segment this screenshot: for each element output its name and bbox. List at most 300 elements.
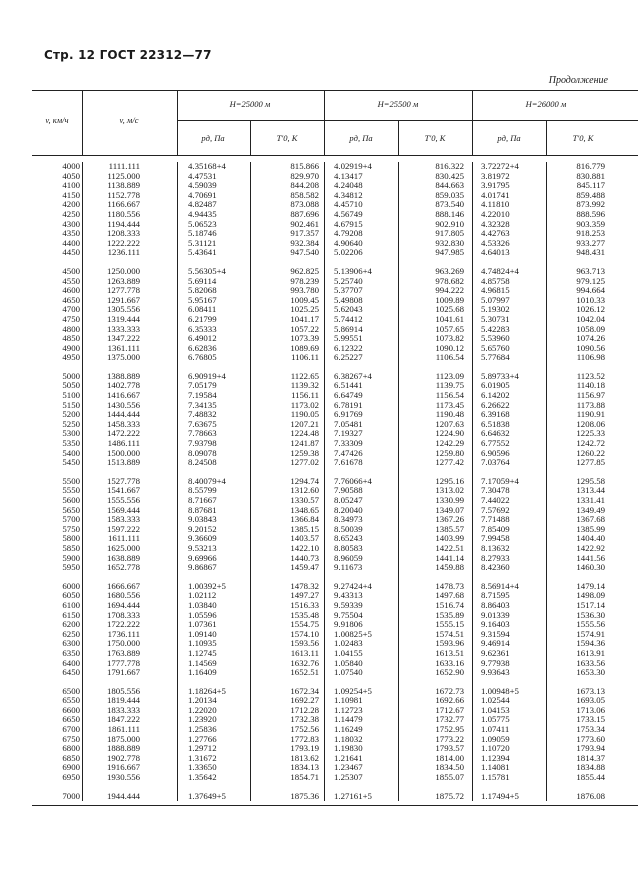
- speed-kmh-cell: 6400: [62, 657, 80, 668]
- pressure-3-cell: 1.04153: [481, 704, 510, 715]
- speed-kmh-cell: 4400: [62, 237, 80, 248]
- temperature-2-cell: 1385.57: [435, 523, 464, 534]
- speed-kmh-cell: 5950: [62, 562, 80, 573]
- speed-ms-cell: 1430.556: [107, 399, 140, 410]
- pressure-2-cell: 6.12322: [334, 342, 363, 353]
- continuation-label: Продолжение: [548, 75, 608, 86]
- speed-ms-cell: 1527.778: [107, 475, 140, 486]
- speed-ms-cell: 1388.889: [107, 370, 140, 381]
- speed-kmh-cell: 6950: [62, 772, 80, 783]
- speed-kmh-cell: 5600: [62, 495, 80, 505]
- pressure-1-cell: 5.82068: [188, 285, 217, 296]
- speed-ms-cell: 1736.111: [107, 628, 140, 639]
- temperature-3-cell: 1536.30: [576, 609, 605, 620]
- pressure-1-cell: 1.31672: [188, 752, 217, 763]
- pressure-2-cell: 5.62043: [334, 304, 363, 315]
- speed-ms-cell: 1597.222: [107, 523, 140, 534]
- table-row: [32, 668, 638, 678]
- temperature-3-cell: 1876.08: [576, 790, 605, 801]
- pressure-1-cell: 1.27766: [188, 733, 217, 744]
- temperature-3-cell: 1123.52: [576, 370, 605, 381]
- pressure-3-cell: 1.00948+5: [481, 685, 519, 696]
- speed-ms-cell: 1513.889: [107, 457, 140, 468]
- pressure-3-cell: 9.93643: [481, 667, 510, 678]
- temperature-2-cell: 1535.89: [435, 609, 464, 620]
- pressure-3-cell: 4.96815: [481, 285, 510, 296]
- pressure-3-cell: 4.11810: [481, 199, 510, 210]
- speed-kmh-cell: 4100: [62, 180, 80, 191]
- speed-ms-cell: 1333.333: [107, 323, 140, 334]
- pressure-1-cell: 1.23920: [188, 714, 217, 725]
- row-group: [32, 477, 638, 573]
- pressure-2-cell: 1.09254+5: [334, 685, 372, 696]
- temperature-1-cell: 1440.73: [290, 552, 319, 563]
- pressure-3-cell: 9.16403: [481, 619, 510, 630]
- pressure-3-cell: 6.26622: [481, 399, 510, 410]
- pressure-2-cell: 1.04155: [334, 647, 363, 658]
- speed-ms-cell: 1166.667: [107, 199, 140, 210]
- temperature-2-cell: 1793.57: [435, 743, 464, 754]
- temperature-2-cell: 1752.95: [435, 724, 464, 735]
- temperature-2-cell: 1073.82: [435, 333, 464, 344]
- pressure-3-cell: 5.30731: [481, 313, 510, 324]
- speed-ms-cell: 1708.333: [107, 609, 140, 620]
- speed-kmh-cell: 5700: [62, 514, 80, 525]
- pressure-1-cell: 9.03843: [188, 514, 217, 525]
- speed-kmh-cell: 4700: [62, 304, 80, 315]
- temperature-1-cell: 858.582: [290, 189, 319, 200]
- pressure-2-cell: 6.25227: [334, 352, 363, 363]
- pressure-2-cell: 8.50039: [334, 523, 363, 534]
- pressure-1-cell: 1.16409: [188, 667, 217, 678]
- temperature-3-cell: 1026.12: [576, 304, 605, 315]
- pressure-3-cell: 3.81972: [481, 170, 510, 181]
- pressure-2-cell: 6.38267+4: [334, 370, 372, 381]
- temperature-2-cell: 1057.65: [435, 323, 464, 334]
- temperature-3-cell: 1633.56: [576, 657, 605, 668]
- pressure-2-cell: 4.24048: [334, 180, 363, 191]
- pressure-1-cell: 5.31121: [188, 237, 217, 248]
- speed-kmh-cell: 4850: [62, 333, 80, 344]
- pressure-2-cell: 1.14479: [334, 714, 363, 725]
- pressure-2-cell: 7.47426: [334, 447, 363, 458]
- speed-ms-cell: 1722.222: [107, 619, 140, 630]
- pressure-3-cell: 1.02544: [481, 695, 510, 706]
- temperature-3-cell: 1156.97: [576, 390, 605, 401]
- speed-ms-cell: 1250.000: [107, 265, 140, 276]
- temperature-1-cell: 815.866: [290, 161, 319, 171]
- speed-kmh-cell: 5450: [62, 457, 80, 468]
- temperature-2-cell: 1041.61: [435, 313, 464, 324]
- temperature-2-cell: 1555.15: [435, 619, 464, 630]
- temperature-2-cell: 978.682: [435, 275, 464, 286]
- speed-ms-cell: 1638.889: [107, 552, 140, 563]
- temperature-2-cell: 1313.02: [435, 485, 464, 496]
- pressure-1-cell: 9.53213: [188, 542, 217, 553]
- speed-kmh-cell: 6100: [62, 599, 80, 610]
- temperature-3-cell: 1208.06: [576, 418, 605, 429]
- temperature-2-cell: 1814.00: [435, 752, 464, 763]
- speed-kmh-cell: 6350: [62, 647, 80, 658]
- table-row: [32, 563, 638, 573]
- temperature-1-cell: 1057.22: [290, 323, 319, 334]
- temperature-1-cell: 1348.65: [290, 504, 319, 515]
- temperature-1-cell: 1632.76: [290, 657, 319, 668]
- pressure-3-cell: 4.64013: [481, 247, 510, 258]
- speed-ms-cell: 1194.444: [107, 218, 140, 229]
- temperature-3-cell: 1753.34: [576, 724, 605, 735]
- speed-ms-cell: 1652.778: [107, 562, 140, 573]
- speed-kmh-cell: 5150: [62, 399, 80, 410]
- temperature-3-cell: 816.779: [576, 161, 605, 171]
- temperature-2-cell: 1633.16: [435, 657, 464, 668]
- temperature-2-cell: 1330.99: [435, 495, 464, 505]
- temperature-1-cell: 1613.11: [290, 647, 319, 658]
- temperature-3-cell: 979.125: [576, 275, 605, 286]
- speed-ms-cell: 1916.667: [107, 762, 140, 773]
- temperature-1-cell: 1330.57: [290, 495, 319, 505]
- speed-ms-cell: 1555.556: [107, 495, 140, 505]
- row-group: [32, 267, 638, 363]
- pressure-1-cell: 8.87681: [188, 504, 217, 515]
- speed-ms-cell: 1277.778: [107, 285, 140, 296]
- speed-kmh-cell: 5900: [62, 552, 80, 563]
- speed-ms-cell: 1625.000: [107, 542, 140, 553]
- temperature-2-cell: 844.663: [435, 180, 464, 191]
- pressure-1-cell: 1.33650: [188, 762, 217, 773]
- pressure-3-cell: 4.32328: [481, 218, 510, 229]
- pressure-2-cell: 5.37707: [334, 285, 363, 296]
- temperature-2-cell: 888.146: [435, 208, 464, 219]
- pressure-2-cell: 8.80583: [334, 542, 363, 553]
- pressure-3-cell: 7.03764: [481, 457, 510, 468]
- pressure-3-header: pд, Па: [497, 133, 521, 143]
- row-group: [32, 687, 638, 783]
- temperature-3-cell: 1173.88: [576, 399, 605, 410]
- pressure-3-cell: 8.27933: [481, 552, 510, 563]
- pressure-2-cell: 5.49808: [334, 294, 363, 305]
- speed-ms-cell: 1861.111: [107, 724, 140, 735]
- temperature-2-cell: 1497.68: [435, 590, 464, 601]
- temperature-2-cell: 1652.90: [435, 667, 464, 678]
- temperature-3-cell: 1190.91: [576, 409, 605, 420]
- table-bottom-rule: [32, 805, 638, 806]
- temperature-1-cell: 962.825: [290, 265, 319, 276]
- temperature-2-cell: 963.269: [435, 265, 464, 276]
- speed-kmh-cell: 5550: [62, 485, 80, 496]
- pressure-2-cell: 4.67915: [334, 218, 363, 229]
- temperature-3-cell: 1010.33: [576, 294, 605, 305]
- speed-kmh-cell: 5650: [62, 504, 80, 515]
- temperature-3-cell: 1042.04: [576, 313, 605, 324]
- v-kmh-header: v, км/ч: [45, 115, 69, 125]
- pressure-2-cell: 4.13417: [334, 170, 363, 181]
- temperature-2-cell: 1123.09: [435, 370, 464, 381]
- pressure-1-cell: 8.24508: [188, 457, 217, 468]
- temperature-2-cell: 1367.26: [435, 514, 464, 525]
- speed-kmh-cell: 4050: [62, 170, 80, 181]
- speed-ms-cell: 1541.667: [107, 485, 140, 496]
- speed-ms-cell: 1777.778: [107, 657, 140, 668]
- speed-kmh-cell: 7000: [62, 790, 80, 801]
- pressure-1-cell: 6.21799: [188, 313, 217, 324]
- temperature-1-cell: 1422.10: [290, 542, 319, 553]
- pressure-1-cell: 8.09078: [188, 447, 217, 458]
- pressure-3-cell: 1.10720: [481, 743, 510, 754]
- temperature-3-cell: 1834.88: [576, 762, 605, 773]
- speed-kmh-cell: 4950: [62, 352, 80, 363]
- speed-kmh-cell: 6300: [62, 638, 80, 649]
- temperature-3-cell: 1349.49: [576, 504, 605, 515]
- table-row: [32, 458, 638, 468]
- speed-ms-cell: 1208.333: [107, 228, 140, 239]
- pressure-3-cell: 4.42763: [481, 228, 510, 239]
- temperature-1-cell: 917.357: [290, 228, 319, 239]
- temperature-1-cell: 1207.21: [290, 418, 319, 429]
- pressure-3-cell: 6.90596: [481, 447, 510, 458]
- pressure-1-cell: 1.14569: [188, 657, 217, 668]
- temperature-2-header: T'0, К: [424, 133, 446, 143]
- temperature-1-cell: 1535.48: [290, 609, 319, 620]
- speed-kmh-cell: 6700: [62, 724, 80, 735]
- pressure-3-cell: 6.64632: [481, 428, 510, 439]
- temperature-2-cell: 1516.74: [435, 599, 464, 610]
- pressure-3-cell: 8.86403: [481, 599, 510, 610]
- pressure-2-cell: 4.45710: [334, 199, 363, 210]
- temperature-1-cell: 1793.19: [290, 743, 319, 754]
- temperature-1-cell: 1173.02: [290, 399, 319, 410]
- speed-ms-cell: 1763.889: [107, 647, 140, 658]
- pressure-2-cell: 6.78191: [334, 399, 363, 410]
- temperature-1-cell: 1073.39: [290, 333, 319, 344]
- pressure-3-cell: 6.51838: [481, 418, 510, 429]
- temperature-3-cell: 1574.91: [576, 628, 605, 639]
- pressure-3-cell: 8.56914+4: [481, 580, 519, 591]
- pressure-1-cell: 8.71667: [188, 495, 217, 505]
- pressure-1-cell: 8.40079+4: [188, 475, 226, 486]
- pressure-2-cell: 1.25307: [334, 772, 363, 783]
- speed-ms-cell: 1222.222: [107, 237, 140, 248]
- pressure-3-cell: 1.12394: [481, 752, 510, 763]
- temperature-1-cell: 1106.11: [291, 352, 319, 363]
- temperature-3-cell: 1814.37: [576, 752, 605, 763]
- temperature-3-cell: 1555.56: [576, 619, 605, 630]
- speed-kmh-cell: 6750: [62, 733, 80, 744]
- pressure-2-cell: 1.18032: [334, 733, 363, 744]
- temperature-1-cell: 873.088: [290, 199, 319, 210]
- pressure-3-cell: 7.17059+4: [481, 475, 519, 486]
- pressure-1-cell: 7.48832: [188, 409, 217, 420]
- pressure-2-cell: 7.90588: [334, 485, 363, 496]
- temperature-1-cell: 1554.75: [290, 619, 319, 630]
- speed-ms-cell: 1444.444: [107, 409, 140, 420]
- temperature-1-cell: 1009.45: [290, 294, 319, 305]
- speed-ms-cell: 1750.000: [107, 638, 140, 649]
- temperature-1-cell: 1156.11: [291, 390, 319, 401]
- pressure-2-cell: 1.02483: [334, 638, 363, 649]
- temperature-1-cell: 1259.38: [290, 447, 319, 458]
- speed-ms-cell: 1791.667: [107, 667, 140, 678]
- pressure-2-cell: 7.76066+4: [334, 475, 372, 486]
- temperature-3-cell: 1673.13: [576, 685, 605, 696]
- pressure-3-cell: 1.05775: [481, 714, 510, 725]
- speed-ms-cell: 1236.111: [107, 247, 140, 258]
- row-group: [32, 162, 638, 258]
- temperature-2-cell: 932.830: [435, 237, 464, 248]
- speed-kmh-cell: 5400: [62, 447, 80, 458]
- pressure-1-cell: 6.35333: [188, 323, 217, 334]
- speed-ms-cell: 1125.000: [107, 170, 140, 181]
- temperature-2-cell: 1259.80: [435, 447, 464, 458]
- temperature-3-cell: 873.992: [576, 199, 605, 210]
- temperature-2-cell: 1295.16: [435, 475, 464, 486]
- pressure-2-cell: 4.56749: [334, 208, 363, 219]
- temperature-1-cell: 1772.83: [290, 733, 319, 744]
- temperature-2-cell: 1692.66: [435, 695, 464, 706]
- pressure-1-cell: 1.09140: [188, 628, 217, 639]
- table-row: [32, 353, 638, 363]
- speed-kmh-cell: 6900: [62, 762, 80, 773]
- pressure-2-cell: 9.43313: [334, 590, 363, 601]
- pressure-1-cell: 1.00392+5: [188, 580, 226, 591]
- speed-ms-cell: 1500.000: [107, 447, 140, 458]
- pressure-3-cell: 3.72272+4: [481, 161, 519, 171]
- temperature-1-cell: 1692.27: [290, 695, 319, 706]
- pressure-1-cell: 6.08411: [188, 304, 217, 315]
- speed-kmh-cell: 4800: [62, 323, 80, 334]
- temperature-2-cell: 816.322: [435, 161, 464, 171]
- temperature-1-cell: 1041.17: [290, 313, 319, 324]
- pressure-3-cell: 9.01339: [481, 609, 510, 620]
- pressure-1-cell: 9.86867: [188, 562, 217, 573]
- pressure-2-cell: 6.91769: [334, 409, 363, 420]
- pressure-3-cell: 9.62361: [481, 647, 510, 658]
- pressure-1-cell: 6.76805: [188, 352, 217, 363]
- pressure-3-cell: 5.53960: [481, 333, 510, 344]
- speed-kmh-cell: 4250: [62, 208, 80, 219]
- pressure-3-cell: 5.77684: [481, 352, 510, 363]
- temperature-3-cell: 918.253: [576, 228, 605, 239]
- table-row: [32, 248, 638, 258]
- temperature-1-cell: 1752.56: [290, 724, 319, 735]
- pressure-1-cell: 5.06523: [188, 218, 217, 229]
- speed-kmh-cell: 5850: [62, 542, 80, 553]
- pressure-1-cell: 1.22020: [188, 704, 217, 715]
- pressure-2-cell: 8.65243: [334, 533, 363, 544]
- temperature-2-cell: 1207.63: [435, 418, 464, 429]
- temperature-2-cell: 1277.42: [435, 457, 464, 468]
- temperature-3-cell: 830.881: [576, 170, 605, 181]
- temperature-1-cell: 1025.25: [290, 304, 319, 315]
- temperature-2-cell: 1190.48: [435, 409, 464, 420]
- pressure-1-cell: 1.20134: [188, 695, 217, 706]
- pressure-2-cell: 1.27161+5: [334, 790, 372, 801]
- speed-kmh-cell: 4900: [62, 342, 80, 353]
- pressure-1-cell: 1.18264+5: [188, 685, 226, 696]
- temperature-2-cell: 1403.99: [435, 533, 464, 544]
- pressure-2-cell: 1.05840: [334, 657, 363, 668]
- speed-kmh-cell: 4600: [62, 285, 80, 296]
- speed-kmh-cell: 4350: [62, 228, 80, 239]
- temperature-1-cell: 1712.28: [290, 704, 319, 715]
- pressure-2-cell: 7.05481: [334, 418, 363, 429]
- pressure-1-cell: 7.34135: [188, 399, 217, 410]
- pressure-3-cell: 8.13632: [481, 542, 510, 553]
- speed-ms-cell: 1347.222: [107, 333, 140, 344]
- speed-kmh-cell: 6650: [62, 714, 80, 725]
- pressure-3-cell: 8.42360: [481, 562, 510, 573]
- pressure-2-cell: 1.21641: [334, 752, 363, 763]
- temperature-3-cell: 1140.18: [576, 380, 605, 391]
- temperature-3-cell: 1441.56: [576, 552, 605, 563]
- temperature-1-cell: 1312.60: [290, 485, 319, 496]
- pressure-2-cell: 5.13906+4: [334, 265, 372, 276]
- speed-ms-cell: 1819.444: [107, 695, 140, 706]
- table-header: [32, 90, 638, 156]
- temperature-1-cell: 902.461: [290, 218, 319, 229]
- data-table: [32, 90, 638, 806]
- pressure-1-cell: 1.03840: [188, 599, 217, 610]
- pressure-3-cell: 6.14202: [481, 390, 510, 401]
- pressure-3-cell: 4.01741: [481, 189, 510, 200]
- pressure-3-cell: 7.30478: [481, 485, 510, 496]
- pressure-1-cell: 1.25836: [188, 724, 217, 735]
- temperature-1-header: T'0, К: [276, 133, 298, 143]
- speed-ms-cell: 1680.556: [107, 590, 140, 601]
- temperature-1-cell: 829.970: [290, 170, 319, 181]
- temperature-2-cell: 1173.45: [435, 399, 464, 410]
- temperature-1-cell: 1672.34: [290, 685, 319, 696]
- temperature-2-cell: 947.985: [435, 247, 464, 258]
- pressure-3-cell: 1.09059: [481, 733, 510, 744]
- pressure-2-header: pд, Па: [349, 133, 373, 143]
- speed-ms-cell: 1666.667: [107, 580, 140, 591]
- speed-kmh-cell: 4300: [62, 218, 80, 229]
- temperature-2-cell: 1009.89: [435, 294, 464, 305]
- speed-kmh-cell: 6500: [62, 685, 80, 696]
- temperature-1-cell: 1875.36: [290, 790, 319, 801]
- pressure-3-cell: 9.46914: [481, 638, 510, 649]
- pressure-2-cell: 8.96059: [334, 552, 363, 563]
- speed-kmh-cell: 6200: [62, 619, 80, 630]
- pressure-1-cell: 4.94435: [188, 208, 217, 219]
- pressure-2-cell: 7.33309: [334, 438, 363, 449]
- speed-ms-cell: 1180.556: [107, 208, 140, 219]
- speed-kmh-cell: 6000: [62, 580, 80, 591]
- temperature-1-cell: 1834.13: [290, 762, 319, 773]
- temperature-1-cell: 1122.65: [290, 370, 319, 381]
- temperature-3-cell: 1713.06: [576, 704, 605, 715]
- speed-ms-cell: 1583.333: [107, 514, 140, 525]
- temperature-3-cell: 1295.58: [576, 475, 605, 486]
- pressure-2-cell: 9.11673: [334, 562, 363, 573]
- speed-kmh-cell: 6550: [62, 695, 80, 706]
- temperature-3-cell: 1479.14: [576, 580, 605, 591]
- speed-kmh-cell: 5800: [62, 533, 80, 544]
- altitude-2-header: H=25500 м: [377, 99, 419, 109]
- pressure-3-cell: 5.42283: [481, 323, 510, 334]
- pressure-1-cell: 7.93798: [188, 438, 217, 449]
- temperature-2-cell: 994.222: [435, 285, 464, 296]
- pressure-1-cell: 7.63675: [188, 418, 217, 429]
- temperature-2-cell: 1613.51: [435, 647, 464, 658]
- temperature-1-cell: 978.239: [290, 275, 319, 286]
- pressure-2-cell: 1.19830: [334, 743, 363, 754]
- speed-ms-cell: 1305.556: [107, 304, 140, 315]
- temperature-1-cell: 993.780: [290, 285, 319, 296]
- temperature-3-cell: 1653.30: [576, 667, 605, 678]
- temperature-3-cell: 1106.98: [576, 352, 605, 363]
